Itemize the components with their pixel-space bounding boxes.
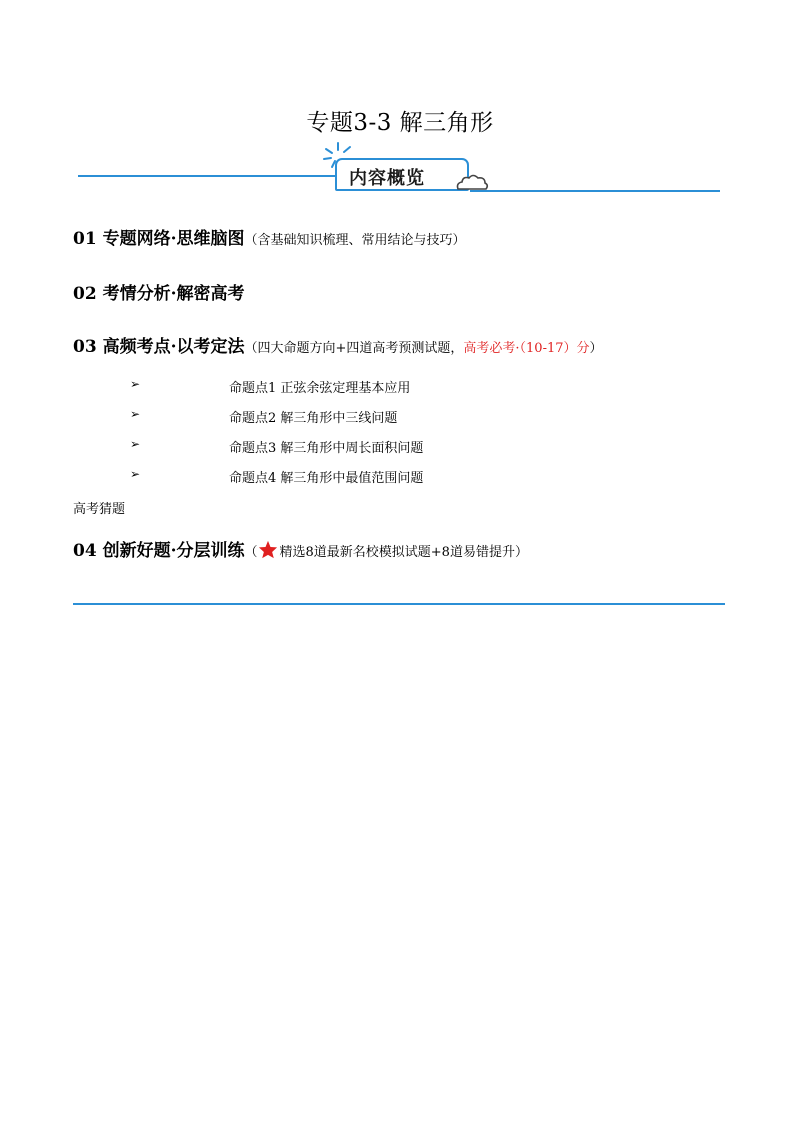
banner-divider-right bbox=[470, 190, 720, 192]
arrow-bullet-icon: ➢ bbox=[130, 377, 141, 391]
section-heading: 04 创新好题·分层训练 bbox=[73, 541, 245, 561]
cloud-icon bbox=[454, 172, 490, 192]
section-04 bbox=[73, 536, 528, 561]
banner-divider-left bbox=[78, 175, 340, 177]
section-note-open: （ bbox=[244, 545, 258, 560]
section-02 bbox=[73, 279, 245, 304]
arrow-bullet-icon: ➢ bbox=[130, 407, 141, 421]
page-title: 专题3-3 解三角形 bbox=[306, 110, 494, 136]
banner-label: 内容概览 bbox=[349, 168, 425, 189]
arrow-bullet-icon: ➢ bbox=[130, 467, 141, 481]
list-item-label: 命题点4 解三角形中最值范围问题 bbox=[229, 471, 424, 486]
red-star-icon bbox=[258, 540, 278, 559]
section-heading: 01 专题网络·思维脑图 bbox=[73, 229, 245, 249]
list-item-label: 命题点3 解三角形中周长面积问题 bbox=[229, 441, 424, 456]
section-heading: 02 考情分析·解密高考 bbox=[73, 284, 245, 304]
section-note: （四大命题方向+四道高考预测试题， bbox=[244, 341, 464, 356]
section-note-highlight: 高考必考·（10-17）分 bbox=[463, 341, 590, 356]
section-note: （含基础知识梳理、常用结论与技巧） bbox=[244, 233, 466, 248]
section-note: 精选8道最新名校模拟试题+8道易错提升） bbox=[279, 545, 528, 560]
section-01 bbox=[73, 224, 466, 249]
bottom-divider bbox=[73, 603, 725, 605]
list-item-label: 命题点1 正弦余弦定理基本应用 bbox=[229, 381, 411, 396]
extra-item: 高考猜题 bbox=[73, 502, 126, 517]
section-03 bbox=[73, 332, 603, 357]
list-item-label: 命题点2 解三角形中三线问题 bbox=[229, 411, 398, 426]
section-heading: 03 高频考点·以考定法 bbox=[73, 337, 245, 357]
arrow-bullet-icon: ➢ bbox=[130, 437, 141, 451]
section-note-end: ） bbox=[589, 341, 603, 356]
